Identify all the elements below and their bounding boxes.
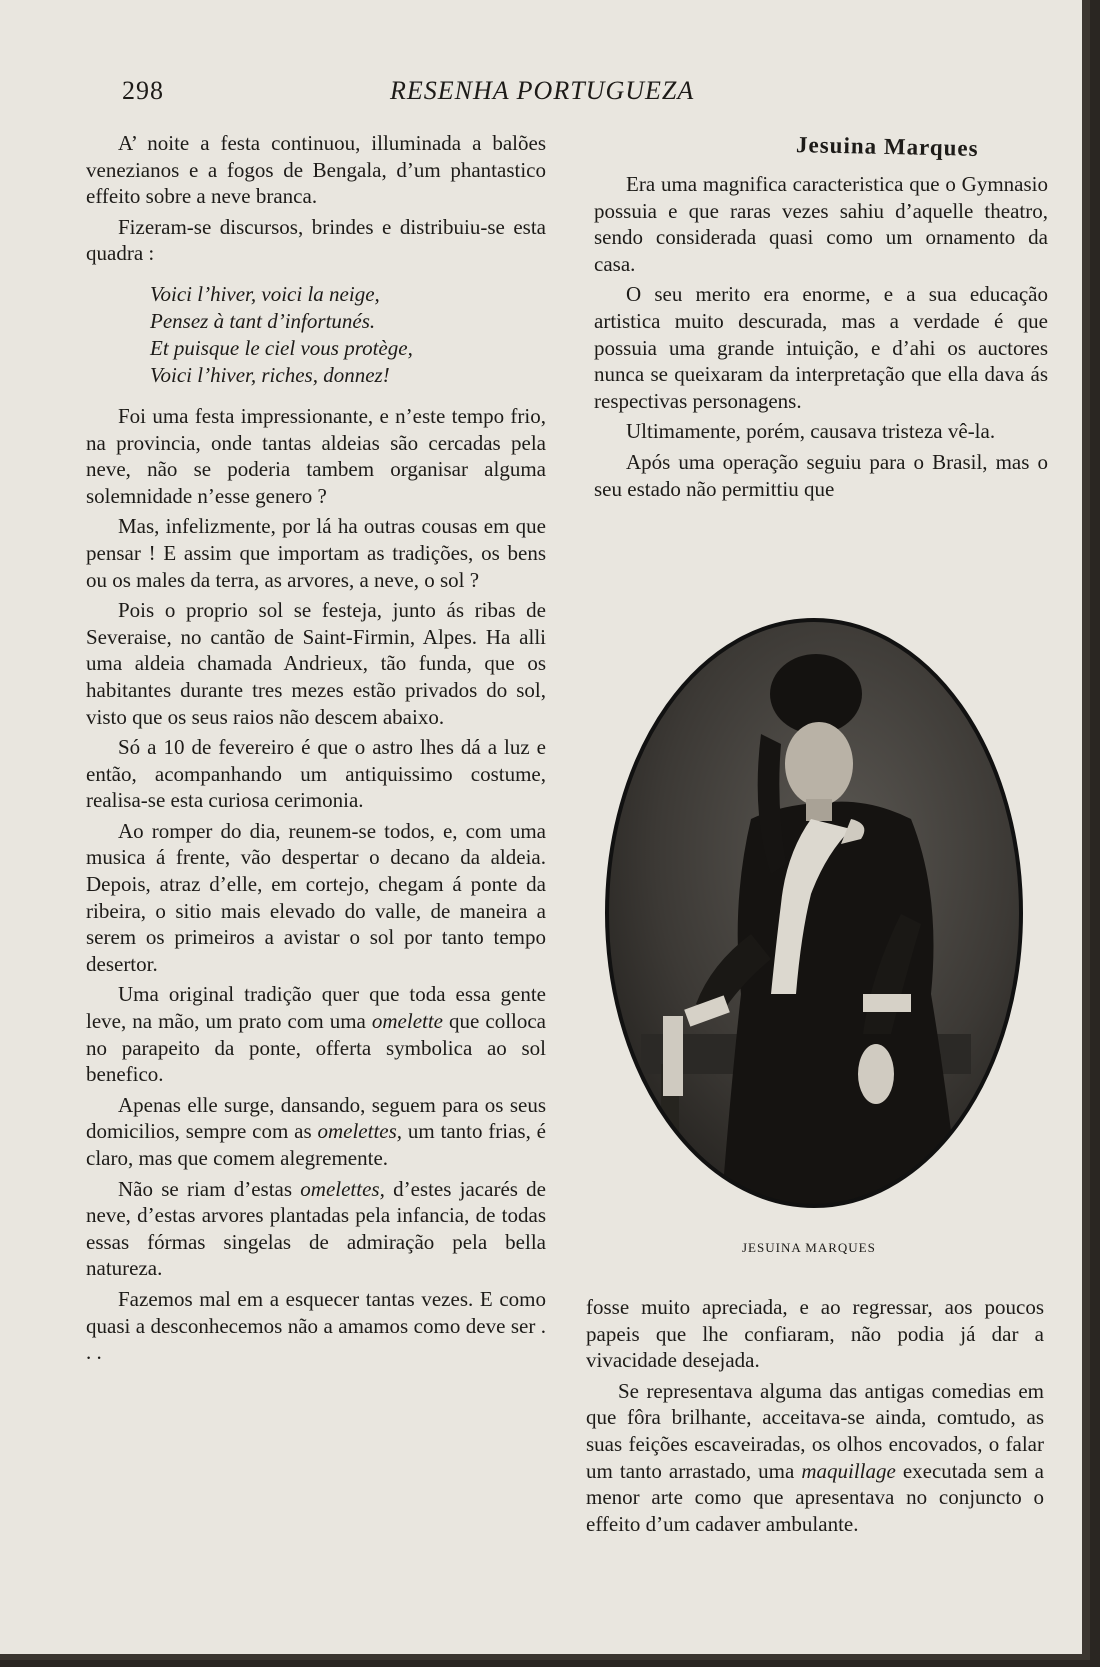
text-run: Uma original tradição quer que toda essa gente leve, na mão, um prato com uma	[86, 982, 546, 1034]
portrait-photo	[601, 614, 1027, 1212]
page-number: 298	[122, 76, 164, 105]
verse-stanza	[150, 281, 546, 389]
paragraph: Pois o proprio sol se festeja, junto ás ribas de Severaise, no cantão de Saint-Firmin, Alpes. Ha alli uma aldeia chamada Andrieux, tão funda, que os habitantes durante tres mezes estão privados do sol, visto que os seus raios não descem abaixo.	[86, 598, 546, 729]
right-column-top	[594, 171, 1048, 506]
paragraph: Fazemos mal em a esquecer tantas vezes. E como quasi a desconhecemos não a amamos como deve ser . . .	[86, 1286, 546, 1365]
verse-line: Voici l’hiver, voici la neige,	[150, 281, 380, 306]
paragraph: Era uma magnifica caracteristica que o Gymnasio possuia e que raras vezes sahiu d’aquelle theatro, sendo considerada quasi como um ornamento da casa.	[594, 172, 1048, 276]
verse-line: Voici l’hiver, riches, donnez!	[150, 362, 390, 387]
text-run: que colloca no parapeito da ponte, offerta symbolica ao sol benefico.	[86, 1009, 547, 1087]
right-column-bottom	[586, 1294, 1044, 1541]
italic-term: omelettes,	[317, 1119, 403, 1144]
italic-term: maquillage	[801, 1458, 896, 1483]
text-run: um tanto frias, é claro, mas que comem alegremente.	[86, 1119, 546, 1170]
paragraph: Ao romper do dia, reunem-se todos, e, com uma musica á frente, vão despertar o decano da aldeia. Depois, atraz d’elle, em cortejo, chegam á ponte da ribeira, o sitio mais elevado do valle, de maneira a serem os primeiros a avistar o sol por tanto tempo desertor.	[86, 818, 546, 976]
paragraph	[586, 1378, 1044, 1538]
paragraph: Ultimamente, porém, causava tristeza vê-la.	[626, 419, 996, 444]
text-run: Não se riam d’estas	[118, 1176, 301, 1201]
section-title: Jesuina Marques	[795, 132, 979, 161]
paragraph: Mas, infelizmente, por lá ha outras cousas em que pensar ! E assim que importam as tradições, os bens ou os males da terra, as arvores, a neve, o sol ?	[86, 514, 546, 592]
paragraph: O seu merito era enorme, e a sua educação artistica muito descurada, mas a verdade é que possuia uma grande intuição, e d’ahi os auctores nunca se queixaram da interpretação que ella dava ás respectivas personagens.	[594, 282, 1048, 413]
text-run: Apenas elle surge, dansando, seguem para os seus domicilios, sempre com as	[86, 1092, 546, 1144]
paragraph: Só a 10 de fevereiro é que o astro lhes dá a luz e então, acompanhando um antiquissimo costume, realisa-se esta curiosa cerimonia.	[86, 735, 546, 813]
verse-line: Et puisque le ciel vous protège,	[150, 335, 413, 360]
italic-term: omelettes,	[300, 1176, 385, 1201]
paragraph	[86, 1176, 546, 1282]
paragraph	[86, 1092, 546, 1172]
portrait-caption: JESUINA MARQUES	[742, 1240, 876, 1255]
italic-term: omelette	[371, 1009, 444, 1034]
left-column	[86, 130, 546, 1370]
text-run: d’estes jacarés de neve, d’estas arvores plantadas pela infancia, de todas essas fórmas singelas de admiração pela bella natureza.	[86, 1176, 547, 1281]
running-title: RESENHA PORTUGUEZA	[390, 76, 695, 105]
paragraph: Fizeram-se discursos, brindes e distribuiu-se esta quadra :	[86, 214, 546, 266]
text-run: Se representava alguma das antigas comedias em que fôra brilhante, acceitava-se ainda, comtudo, as suas feições escaveiradas, os olhos encovados, o falar um tanto arrastado, uma	[586, 1378, 1044, 1483]
paragraph: fosse muito apreciada, e ao regressar, aos poucos papeis que lhe confiaram, não podia já dar a vivacidade desejada.	[586, 1295, 1044, 1373]
text-run: executada sem a menor arte como que apresentava no conjuncto o effeito d’um cadaver ambulante.	[586, 1458, 1044, 1536]
paragraph	[86, 981, 546, 1087]
verse-line: Pensez à tant d’infortunés.	[150, 308, 376, 333]
paragraph: A’ noite a festa continuou, illuminada a balões venezianos e a fogos de Bengala, d’um phantastico effeito sobre a neve branca.	[86, 131, 546, 209]
paragraph: Foi uma festa impressionante, e n’este tempo frio, na provincia, onde tantas aldeias são cercadas pela neve, não se poderia tambem organisar alguma solemnidade n’esse genero ?	[86, 403, 546, 508]
paragraph: Após uma operação seguiu para o Brasil, mas o seu estado não permittiu que	[594, 449, 1048, 501]
